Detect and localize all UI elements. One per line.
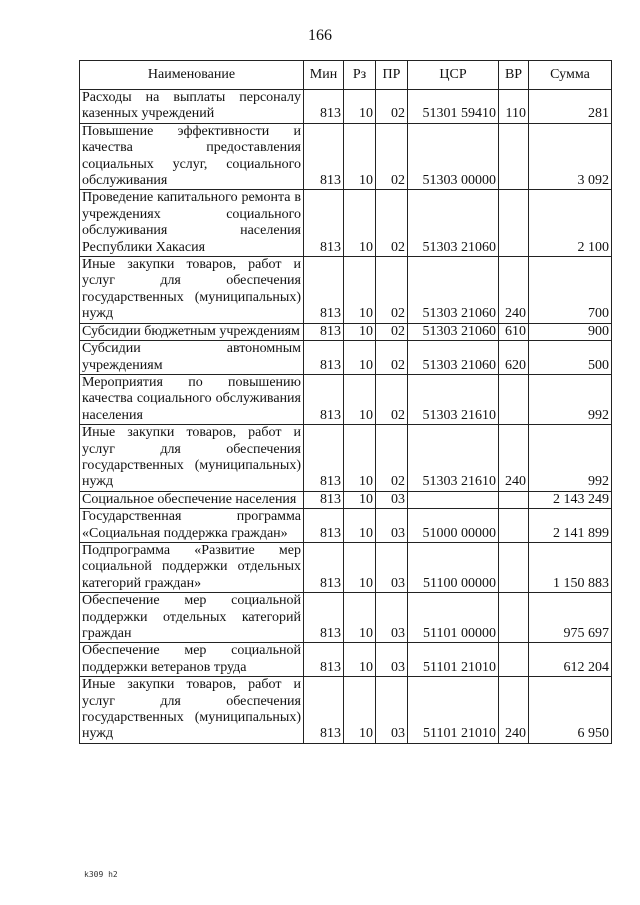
cell-csr: 51301 59410	[408, 90, 499, 124]
cell-rz: 10	[344, 593, 376, 643]
header-vr: ВР	[499, 61, 529, 90]
cell-csr: 51303 21060	[408, 323, 499, 340]
cell-sum: 975 697	[529, 593, 612, 643]
cell-csr: 51101 21010	[408, 643, 499, 677]
cell-min: 813	[304, 90, 344, 124]
cell-min: 813	[304, 323, 344, 340]
cell-name: Расходы на выплаты персоналу казенных учреждений	[80, 90, 304, 124]
cell-name: Субсидии автономным учреждениям	[80, 341, 304, 375]
cell-vr: 240	[499, 677, 529, 744]
cell-sum: 2 100	[529, 190, 612, 257]
cell-pr: 03	[376, 542, 408, 592]
cell-rz: 10	[344, 323, 376, 340]
cell-name: Субсидии бюджетным учреждениям	[80, 323, 304, 340]
cell-rz: 10	[344, 123, 376, 190]
cell-vr: 240	[499, 425, 529, 492]
cell-min: 813	[304, 374, 344, 424]
cell-vr	[499, 374, 529, 424]
cell-name: Повышение эффективности и качества предоставления социальных услуг, социального обслуживания	[80, 123, 304, 190]
cell-name: Подпрограмма «Развитие мер социальной поддержки отдельных категорий граждан»	[80, 542, 304, 592]
cell-sum: 6 950	[529, 677, 612, 744]
cell-rz: 10	[344, 341, 376, 375]
cell-vr: 620	[499, 341, 529, 375]
header-min: Мин	[304, 61, 344, 90]
cell-csr: 51303 21060	[408, 341, 499, 375]
table-row	[80, 491, 612, 508]
cell-csr: 51000 00000	[408, 509, 499, 543]
cell-csr: 51101 00000	[408, 593, 499, 643]
cell-rz: 10	[344, 190, 376, 257]
cell-pr: 03	[376, 491, 408, 508]
table-header-row	[80, 61, 612, 90]
cell-min: 813	[304, 425, 344, 492]
cell-vr: 610	[499, 323, 529, 340]
cell-sum: 500	[529, 341, 612, 375]
header-rz: Рз	[344, 61, 376, 90]
cell-name: Государственная программа «Социальная поддержка граждан»	[80, 509, 304, 543]
cell-sum: 700	[529, 257, 612, 324]
cell-rz: 10	[344, 643, 376, 677]
cell-csr: 51303 21610	[408, 374, 499, 424]
cell-name: Иные закупки товаров, работ и услуг для обеспечения государственных (муниципальных) нужд	[80, 425, 304, 492]
cell-pr: 03	[376, 677, 408, 744]
cell-csr: 51303 00000	[408, 123, 499, 190]
cell-rz: 10	[344, 491, 376, 508]
cell-name: Обеспечение мер социальной поддержки ветеранов труда	[80, 643, 304, 677]
cell-sum: 2 141 899	[529, 509, 612, 543]
cell-sum: 2 143 249	[529, 491, 612, 508]
cell-csr: 51101 21010	[408, 677, 499, 744]
header-name: Наименование	[80, 61, 304, 90]
cell-name: Социальное обеспечение населения	[80, 491, 304, 508]
cell-name: Проведение капитального ремонта в учреждениях социального обслуживания населения Республики Хакасия	[80, 190, 304, 257]
table-row	[80, 123, 612, 190]
cell-min: 813	[304, 341, 344, 375]
table-row	[80, 509, 612, 543]
cell-pr: 02	[376, 341, 408, 375]
header-csr: ЦСР	[408, 61, 499, 90]
cell-rz: 10	[344, 509, 376, 543]
cell-pr: 02	[376, 190, 408, 257]
cell-csr	[408, 491, 499, 508]
cell-min: 813	[304, 677, 344, 744]
cell-name: Иные закупки товаров, работ и услуг для обеспечения государственных (муниципальных) нужд	[80, 257, 304, 324]
table-row	[80, 374, 612, 424]
cell-pr: 03	[376, 509, 408, 543]
cell-sum: 900	[529, 323, 612, 340]
cell-min: 813	[304, 593, 344, 643]
cell-rz: 10	[344, 257, 376, 324]
cell-csr: 51303 21060	[408, 190, 499, 257]
cell-min: 813	[304, 257, 344, 324]
cell-name: Обеспечение мер социальной поддержки отдельных категорий граждан	[80, 593, 304, 643]
cell-vr	[499, 643, 529, 677]
cell-pr: 02	[376, 257, 408, 324]
table-row	[80, 593, 612, 643]
header-pr: ПР	[376, 61, 408, 90]
cell-pr: 02	[376, 123, 408, 190]
cell-pr: 03	[376, 593, 408, 643]
cell-vr	[499, 123, 529, 190]
table-row	[80, 190, 612, 257]
cell-rz: 10	[344, 425, 376, 492]
cell-vr	[499, 542, 529, 592]
cell-pr: 03	[376, 643, 408, 677]
cell-name: Мероприятия по повышению качества социального обслуживания населения	[80, 374, 304, 424]
cell-pr: 02	[376, 374, 408, 424]
cell-sum: 992	[529, 374, 612, 424]
table-row	[80, 542, 612, 592]
cell-csr: 51303 21610	[408, 425, 499, 492]
cell-name: Иные закупки товаров, работ и услуг для обеспечения государственных (муниципальных) нужд	[80, 677, 304, 744]
cell-min: 813	[304, 542, 344, 592]
page-number: 166	[308, 27, 332, 44]
cell-rz: 10	[344, 374, 376, 424]
cell-sum: 612 204	[529, 643, 612, 677]
cell-csr: 51303 21060	[408, 257, 499, 324]
footer-code: k309 h2	[84, 870, 118, 879]
cell-sum: 281	[529, 90, 612, 124]
cell-pr: 02	[376, 323, 408, 340]
cell-sum: 3 092	[529, 123, 612, 190]
cell-vr	[499, 491, 529, 508]
cell-min: 813	[304, 509, 344, 543]
cell-min: 813	[304, 491, 344, 508]
budget-table	[79, 60, 612, 744]
cell-rz: 10	[344, 542, 376, 592]
cell-vr	[499, 190, 529, 257]
cell-pr: 02	[376, 425, 408, 492]
cell-min: 813	[304, 190, 344, 257]
table-body	[80, 90, 612, 744]
table-row	[80, 677, 612, 744]
table-row	[80, 425, 612, 492]
cell-rz: 10	[344, 90, 376, 124]
cell-min: 813	[304, 123, 344, 190]
cell-csr: 51100 00000	[408, 542, 499, 592]
cell-vr: 110	[499, 90, 529, 124]
table-row	[80, 90, 612, 124]
cell-rz: 10	[344, 677, 376, 744]
cell-vr	[499, 509, 529, 543]
cell-pr: 02	[376, 90, 408, 124]
cell-vr: 240	[499, 257, 529, 324]
table-row	[80, 643, 612, 677]
header-sum: Сумма	[529, 61, 612, 90]
cell-min: 813	[304, 643, 344, 677]
cell-sum: 1 150 883	[529, 542, 612, 592]
table-row	[80, 323, 612, 340]
table-row	[80, 341, 612, 375]
cell-sum: 992	[529, 425, 612, 492]
cell-vr	[499, 593, 529, 643]
table-row	[80, 257, 612, 324]
